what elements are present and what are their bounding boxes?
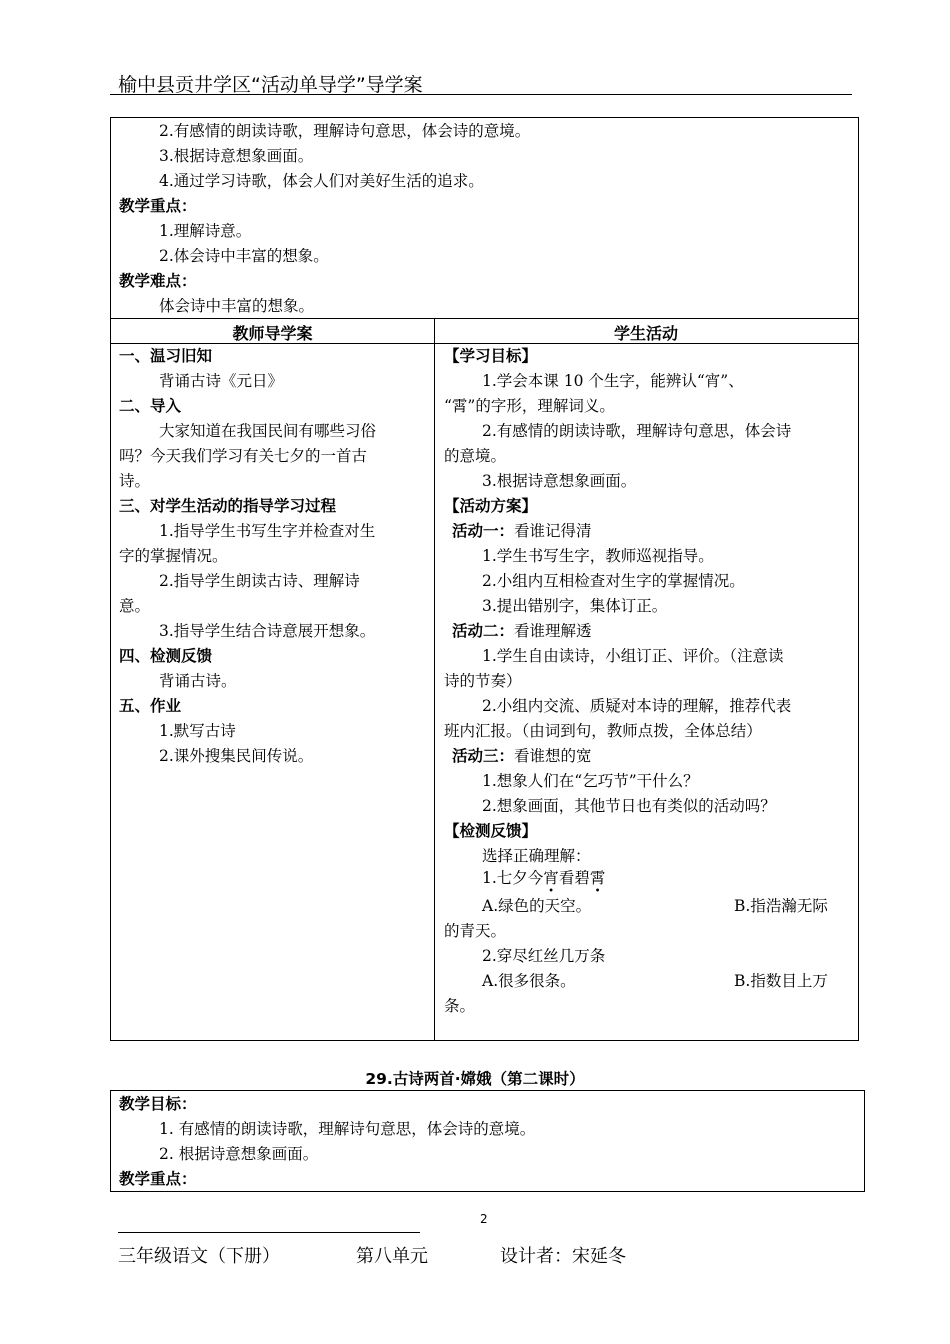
quiz-option-a: A.绿色的天空。: [482, 897, 592, 915]
teacher-line: 3.指导学生结合诗意展开想象。: [159, 622, 376, 640]
teacher-line: 背诵古诗《元日》: [159, 372, 284, 390]
student-line: 条。: [444, 997, 476, 1015]
goal-line: 2.有感情的朗读诗歌，理解诗句意思，体会诗的意境。: [159, 122, 531, 140]
footer-grade: 三年级语文（下册）: [118, 1246, 280, 1267]
student-line: 诗的节奏）: [444, 672, 522, 690]
row-divider: [111, 318, 858, 319]
key-points-label: 教学重点：: [119, 1170, 197, 1188]
difficult-points-label: 教学难点：: [119, 272, 197, 290]
activity-title: 看谁理解透: [514, 622, 592, 640]
teacher-heading: 一、温习旧知: [119, 347, 213, 365]
quiz-option-a: A.很多很条。: [482, 972, 576, 990]
student-line: 2.小组内互相检查对生字的掌握情况。: [482, 572, 745, 590]
key-point: 1.理解诗意。: [159, 222, 252, 240]
activity-label: 活动二：: [452, 622, 515, 640]
header-divider: [110, 94, 852, 95]
key-point: 2.体会诗中丰富的想象。: [159, 247, 329, 265]
header-title: 榆中县贡井学区“活动单导学”导学案: [118, 74, 423, 96]
student-line: 3.根据诗意想象画面。: [482, 472, 637, 490]
difficult-point: 体会诗中丰富的想象。: [159, 297, 315, 315]
page-number: 2: [480, 1212, 488, 1226]
activity-label: 活动一：: [452, 522, 515, 540]
goal-line: 3.根据诗意想象画面。: [159, 147, 314, 165]
student-line: 的意境。: [444, 447, 507, 465]
goal-line: 1. 有感情的朗读诗歌，理解诗句意思，体会诗的意境。: [159, 1120, 536, 1138]
teacher-line: 意。: [119, 597, 151, 615]
column-header-student: 学生活动: [613, 324, 678, 343]
teacher-heading: 五、作业: [119, 697, 182, 715]
teacher-line: 2.指导学生朗读古诗、理解诗: [159, 572, 360, 590]
goal-line: 4.通过学习诗歌，体会人们对美好生活的追求。: [159, 172, 484, 190]
student-line: 1.学生书写生字，教师巡视指导。: [482, 547, 714, 565]
teacher-heading: 四、检测反馈: [119, 647, 213, 665]
footer-designer: 设计者：宋延冬: [500, 1246, 626, 1267]
teacher-line: 1.默写古诗: [159, 722, 236, 740]
teacher-line: 2.课外搜集民间传说。: [159, 747, 314, 765]
student-heading: 【检测反馈】: [444, 822, 538, 840]
activity-title: 看谁记得清: [514, 522, 592, 540]
student-line: 1.想象人们在“乞巧节”干什么？: [482, 772, 699, 790]
activity-label: 活动三：: [452, 747, 515, 765]
teacher-heading: 二、导入: [119, 397, 182, 415]
student-line: 2.有感情的朗读诗歌，理解诗句意思，体会诗: [482, 422, 792, 440]
quiz-question-1: 1.七夕今宵看碧霄: [482, 869, 606, 887]
quiz-option-b: B.指浩瀚无际: [734, 897, 828, 915]
activity-title: 看谁想的宽: [514, 747, 592, 765]
goals-label: 教学目标：: [119, 1095, 197, 1113]
student-line: 的青天。: [444, 922, 507, 940]
quiz-option-b: B.指数目上万: [734, 972, 828, 990]
teacher-line: 字的掌握情况。: [119, 547, 228, 565]
lesson-plan-table: [110, 117, 859, 1041]
column-divider: [434, 318, 435, 1040]
student-heading: 【活动方案】: [444, 497, 538, 515]
teacher-heading: 三、对学生活动的指导学习过程: [119, 497, 337, 515]
emphasized-char: 霄: [589, 869, 606, 887]
footer-divider: [118, 1232, 420, 1233]
student-line: 3.提出错别字，集体订正。: [482, 597, 668, 615]
teacher-line: 背诵古诗。: [159, 672, 237, 690]
teacher-line: 1.指导学生书写生字并检查对生: [159, 522, 376, 540]
section-title: 29.古诗两首·嫦娥（第二课时）: [365, 1070, 585, 1088]
goal-line: 2. 根据诗意想象画面。: [159, 1145, 319, 1163]
second-lesson-table: [110, 1090, 865, 1192]
footer-unit: 第八单元: [356, 1246, 428, 1267]
student-line: 2.想象画面，其他节日也有类似的活动吗？: [482, 797, 776, 815]
student-line: 1.学生自由读诗，小组订正、评价。（注意读: [482, 647, 784, 665]
student-line: 班内汇报。（由词到句，教师点拨，全体总结）: [444, 722, 762, 740]
student-line: “霄”的字形，理解词义。: [444, 397, 615, 415]
teacher-line: 诗。: [119, 472, 151, 490]
key-points-label: 教学重点：: [119, 197, 197, 215]
quiz-question-2: 2.穿尽红丝几万条: [482, 947, 606, 965]
row-divider: [111, 343, 858, 344]
emphasized-char: 宵: [543, 869, 559, 887]
student-line: 2.小组内交流、质疑对本诗的理解，推荐代表: [482, 697, 792, 715]
teacher-line: 吗？今天我们学习有关七夕的一首古: [119, 447, 368, 465]
teacher-line: 大家知道在我国民间有哪些习俗: [159, 422, 377, 440]
student-heading: 【学习目标】: [444, 347, 538, 365]
column-header-teacher: 教师导学案: [232, 324, 313, 343]
student-line: 选择正确理解：: [482, 847, 591, 865]
student-line: 1.学会本课 10 个生字，能辨认“宵”、: [482, 372, 744, 390]
